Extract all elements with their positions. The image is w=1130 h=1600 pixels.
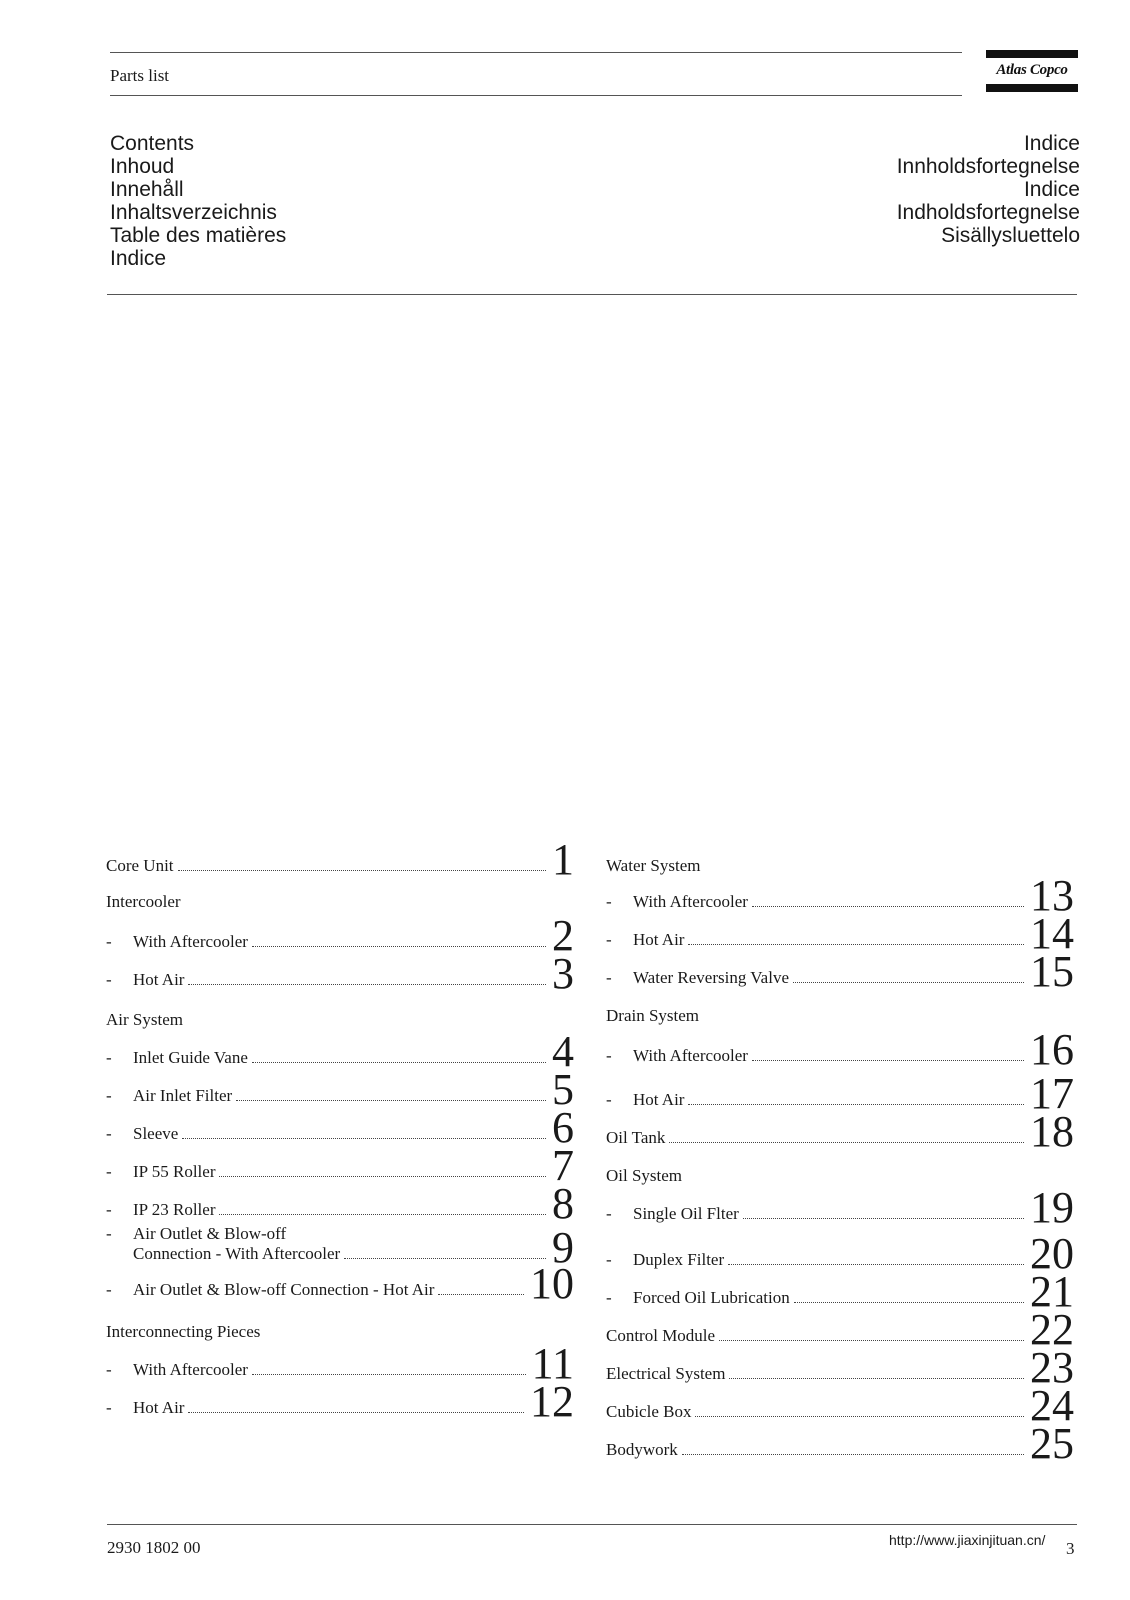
toc-entry [106, 1259, 574, 1308]
toc-bullet-dash: - [106, 1162, 112, 1181]
toc-entry-label-group [106, 1360, 248, 1380]
toc-entry-label: Air Outlet & Blow-off Connection - Hot Air [133, 1280, 435, 1299]
toc-entry [106, 911, 574, 960]
toc-entry-label: Single Oil Flter [633, 1204, 739, 1223]
toc-bullet-dash: - [606, 968, 612, 987]
toc-dot-leader [252, 1374, 526, 1375]
toc-dot-leader [182, 1138, 546, 1139]
toc-entry-label-group [606, 1364, 725, 1384]
toc-entry-label: Bodywork [606, 1440, 678, 1459]
toc-dot-leader [188, 984, 546, 985]
toc-entry [606, 1419, 1074, 1468]
toc-entry-label-group [606, 856, 700, 876]
toc-section-heading [106, 1308, 574, 1344]
toc-bullet-dash: - [606, 930, 612, 949]
toc-dot-leader [682, 1454, 1024, 1455]
toc-dot-leader [252, 1062, 546, 1063]
toc-entry [606, 1267, 1074, 1316]
toc-entry-label-group [106, 1398, 184, 1418]
toc-entry-label: Duplex Filter [633, 1250, 725, 1269]
toc-dot-leader [743, 1218, 1024, 1219]
toc-entry [106, 1179, 574, 1228]
toc-heading-label: Oil System [606, 1166, 683, 1185]
toc-entry-label: Hot Air [133, 1398, 185, 1417]
toc-entry-label: IP 23 Roller [133, 1200, 216, 1219]
toc-dot-leader [688, 944, 1024, 945]
toc-entry-label-group [606, 968, 789, 988]
toc-entry-label-group [606, 1006, 699, 1026]
toc-dot-leader [669, 1142, 1024, 1143]
toc-section-heading [606, 992, 1074, 1028]
toc-entry-label-group [606, 1046, 748, 1066]
toc-page-number: 7 [552, 1141, 574, 1190]
toc-entry-label-group [606, 1090, 684, 1110]
toc-entry-label: Hot Air [633, 930, 685, 949]
toc-dot-leader [728, 1264, 1024, 1265]
title-line: Inhaltsverzeichnis [110, 201, 277, 224]
toc-heading-label: Interconnecting Pieces [106, 1322, 261, 1341]
toc-bullet-dash: - [606, 1288, 612, 1307]
toc-page-number: 18 [1030, 1107, 1074, 1156]
toc-dot-leader [729, 1378, 1024, 1379]
header-top-rule [110, 52, 962, 53]
toc-entry-label-group [106, 1280, 434, 1300]
toc-bullet-dash: - [106, 932, 112, 951]
toc-entry-label: With Aftercooler [633, 1046, 748, 1065]
toc-entry-label-group [106, 1048, 248, 1068]
toc-entry-label-group [106, 1086, 232, 1106]
toc-entry-label-group [606, 1250, 724, 1270]
toc-bullet-dash: - [606, 1090, 612, 1109]
toc-entry-label: Control Module [606, 1326, 716, 1345]
toc-page-number: 6 [552, 1103, 574, 1152]
toc-entry-label: Electrical System [606, 1364, 726, 1383]
header-label: Parts list [110, 66, 170, 85]
toc-entry-label-group [106, 1322, 260, 1342]
toc-entry-label: With Aftercooler [133, 932, 248, 951]
toc-dot-leader [695, 1416, 1024, 1417]
toc-bullet-dash: - [606, 1204, 612, 1223]
toc-bullet-dash: - [106, 1048, 112, 1067]
toc-entry-label: Core Unit [106, 856, 174, 875]
toc-bullet-dash: - [106, 1200, 112, 1219]
toc-page-number: 11 [531, 1339, 574, 1388]
toc-page-number: 21 [1030, 1267, 1074, 1316]
toc-entry [106, 1065, 574, 1114]
toc-entry-label: Air Inlet Filter [133, 1086, 233, 1105]
toc-entry-label-group [106, 1124, 178, 1144]
toc-entry-label: Cubicle Box [606, 1402, 692, 1421]
toc-page-number: 4 [552, 1027, 574, 1076]
toc-page-number: 15 [1030, 947, 1074, 996]
toc-dot-leader [794, 1302, 1024, 1303]
toc-dot-leader [719, 1340, 1024, 1341]
toc-page-number: 14 [1030, 909, 1074, 958]
toc-bullet-dash: - [106, 1398, 112, 1417]
title-line: Sisällysluettelo [941, 224, 1080, 247]
toc-page-number: 24 [1030, 1381, 1074, 1430]
title-line: Indice [1023, 132, 1080, 155]
toc-page-number: 23 [1030, 1343, 1074, 1392]
toc-dot-leader [178, 870, 546, 871]
toc-dot-leader [752, 906, 1024, 907]
toc-bullet-dash: - [606, 1046, 612, 1065]
toc-entry-label-group [606, 1288, 790, 1308]
toc-section-heading [106, 996, 574, 1032]
title-line: Innehåll [110, 178, 184, 201]
toc-entry [606, 1305, 1074, 1354]
toc-entry-label: With Aftercooler [633, 892, 748, 911]
toc-page-number: 12 [530, 1377, 574, 1426]
footer-url: http://www.jiaxinjituan.cn/ [889, 1532, 1046, 1548]
toc-page-number: 10 [530, 1259, 574, 1308]
toc-page-number: 25 [1030, 1419, 1074, 1468]
toc-page-number: 16 [1030, 1025, 1074, 1074]
toc-entry-label-group [606, 1326, 715, 1346]
header-bottom-rule [110, 95, 962, 96]
toc-page-number: 17 [1030, 1069, 1074, 1118]
titles-rule [107, 294, 1077, 295]
toc-page-number: 19 [1030, 1183, 1074, 1232]
toc-dot-leader [219, 1214, 546, 1215]
toc-dot-leader [752, 1060, 1024, 1061]
toc-entry-label-group [606, 1204, 739, 1224]
logo-top-bar [986, 50, 1078, 58]
toc-entry-label: IP 55 Roller [133, 1162, 216, 1181]
toc-dot-leader [252, 946, 546, 947]
title-line: Table des matières [110, 224, 287, 247]
toc-entry-label-group [106, 932, 248, 952]
toc-entry-label: With Aftercooler [133, 1360, 248, 1379]
toc-entry-label: Water Reversing Valve [633, 968, 789, 987]
toc-entry-label-group [106, 1224, 340, 1264]
toc-bullet-dash: - [106, 1360, 112, 1379]
document-number: 2930 1802 00 [107, 1538, 201, 1557]
toc-entry [606, 947, 1074, 996]
toc-entry [606, 1381, 1074, 1430]
toc-heading-label: Intercooler [106, 892, 181, 911]
toc-page-number: 9 [552, 1223, 574, 1272]
toc-entry [606, 1183, 1074, 1232]
toc-section-heading [106, 878, 574, 914]
toc-entry [106, 1339, 574, 1388]
toc-page-number: 8 [552, 1179, 574, 1228]
toc-entry-label-group [606, 892, 748, 912]
toc-entry [606, 909, 1074, 958]
toc-entry [606, 1025, 1074, 1074]
title-line: Contents [110, 132, 195, 155]
toc-heading-label: Air System [106, 1010, 183, 1029]
toc-entry-label-group [606, 930, 684, 950]
toc-dot-leader [188, 1412, 524, 1413]
toc-entry-label-group [106, 856, 174, 876]
toc-entry-label-group [606, 1402, 691, 1422]
toc-heading-label: Water System [606, 856, 701, 875]
title-line: Indice [1023, 178, 1080, 201]
title-line: Inhoud [110, 155, 175, 178]
toc-page-number: 3 [552, 949, 574, 998]
toc-entry [606, 1069, 1074, 1118]
toc-entry-label: Inlet Guide Vane [133, 1048, 248, 1067]
toc-entry-label: Oil Tank [606, 1128, 666, 1147]
toc-page-number: 22 [1030, 1305, 1074, 1354]
toc-page-number: 1 [552, 835, 574, 884]
toc-entry-label: Hot Air [633, 1090, 685, 1109]
toc-entry-label-group [106, 1010, 183, 1030]
toc-entry-label: Hot Air [133, 970, 185, 989]
toc-entry [606, 1229, 1074, 1278]
toc-entry-label-group [106, 1162, 215, 1182]
titles-left [110, 132, 286, 270]
toc-entry [106, 1223, 574, 1272]
toc-entry [606, 1107, 1074, 1156]
title-line: Indice [110, 247, 167, 270]
toc-bullet-dash: - [606, 1250, 612, 1269]
toc-page-number: 5 [552, 1065, 574, 1114]
toc-entry [106, 1377, 574, 1426]
logo-wordmark: Atlas Copco [996, 62, 1068, 78]
toc-entry [106, 835, 574, 884]
toc-dot-leader [344, 1258, 546, 1259]
toc-page-number: 13 [1030, 871, 1074, 920]
toc-bullet-dash: - [106, 1086, 112, 1105]
toc-entry-label: Forced Oil Lubrication [633, 1288, 790, 1307]
toc-bullet-dash: - [106, 970, 112, 989]
toc-entry-label-group [106, 1200, 215, 1220]
toc-section-heading [606, 842, 1074, 878]
toc-heading-label: Drain System [606, 1006, 700, 1025]
footer-rule [107, 1524, 1077, 1525]
toc-bullet-dash: - [106, 1280, 112, 1299]
toc-dot-leader [793, 982, 1024, 983]
toc-section-heading [606, 1152, 1074, 1188]
titles-right [897, 132, 1080, 247]
toc-entry [606, 871, 1074, 920]
toc-entry-label: Sleeve [133, 1124, 179, 1143]
toc-bullet-dash: - [106, 1224, 112, 1243]
toc-entry [106, 949, 574, 998]
toc-bullet-dash: - [606, 892, 612, 911]
toc-entry [106, 1141, 574, 1190]
toc-entry-label-group [606, 1440, 678, 1460]
atlas-copco-logo [986, 50, 1078, 94]
toc-entry-label: Air Outlet & Blow-off [133, 1224, 287, 1243]
title-line: Innholdsfortegnelse [896, 155, 1080, 178]
page-number: 3 [1066, 1539, 1075, 1558]
toc-entry [106, 1103, 574, 1152]
logo-bottom-bar [986, 84, 1078, 92]
toc-entry-label-group [606, 1166, 682, 1186]
title-line: Indholdsfortegnelse [896, 201, 1080, 224]
toc-entry [606, 1343, 1074, 1392]
toc-entry [106, 1027, 574, 1076]
toc-dot-leader [438, 1294, 524, 1295]
toc-dot-leader [219, 1176, 546, 1177]
toc-entry-label-group [606, 1128, 665, 1148]
toc-bullet-dash: - [106, 1124, 112, 1143]
toc-entry-label-group [106, 892, 181, 912]
toc-entry-label-group [106, 970, 184, 990]
toc-entry-label-continued: Connection - With Aftercooler [133, 1244, 341, 1263]
toc-dot-leader [688, 1104, 1024, 1105]
toc-page-number: 2 [552, 911, 574, 960]
toc-page-number: 20 [1030, 1229, 1074, 1278]
toc-dot-leader [236, 1100, 546, 1101]
